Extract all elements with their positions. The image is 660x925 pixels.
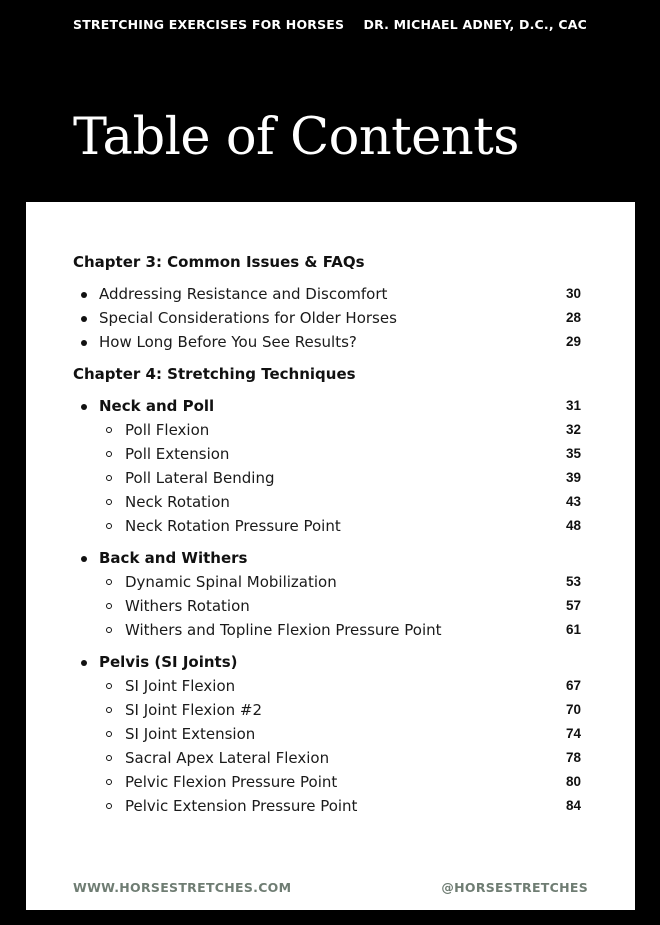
toc-section-label: Back and Withers [99, 549, 248, 567]
toc-entry[interactable] [73, 794, 581, 818]
bullet-icon [81, 292, 87, 298]
chapter-heading: Chapter 3: Common Issues & FAQs [73, 253, 365, 271]
toc-entry[interactable] [73, 490, 581, 514]
toc-card [26, 202, 635, 910]
toc-entry[interactable] [73, 746, 581, 770]
toc-entry[interactable] [73, 306, 581, 330]
website-link[interactable]: WWW.HORSESTRETCHES.COM [73, 880, 292, 895]
toc-entry-label: Withers and Topline Flexion Pressure Point [125, 621, 442, 639]
toc-entry-label: Sacral Apex Lateral Flexion [125, 749, 330, 767]
toc-entry[interactable] [73, 330, 581, 354]
circle-bullet-icon [106, 603, 112, 609]
circle-bullet-icon [106, 627, 112, 633]
toc-entry-label: How Long Before You See Results? [99, 333, 357, 351]
toc-entry-label: Pelvic Extension Pressure Point [125, 797, 358, 815]
toc-entry-label: Neck Rotation Pressure Point [125, 517, 341, 535]
toc-section[interactable] [73, 394, 581, 418]
toc-entry[interactable] [73, 514, 581, 538]
circle-bullet-icon [106, 579, 112, 585]
toc-entry[interactable] [73, 594, 581, 618]
circle-bullet-icon [106, 755, 112, 761]
circle-bullet-icon [106, 499, 112, 505]
toc-entry-label: Poll Lateral Bending [125, 469, 275, 487]
footer [73, 880, 588, 895]
social-handle[interactable]: @HORSESTRETCHES [441, 880, 588, 895]
author-name: DR. MICHAEL ADNEY, D.C., CAC [363, 17, 587, 32]
bullet-icon [81, 340, 87, 346]
circle-bullet-icon [106, 451, 112, 457]
toc-entry-label: Dynamic Spinal Mobilization [125, 573, 337, 591]
page-title: Table of Contents [73, 108, 519, 167]
page-number: 35 [565, 446, 581, 461]
toc-section[interactable] [73, 546, 581, 570]
page-number: 74 [565, 726, 581, 741]
toc-entry-label: Poll Flexion [125, 421, 210, 439]
page-number: 70 [565, 702, 581, 717]
toc-entry[interactable] [73, 570, 581, 594]
toc-entry[interactable] [73, 698, 581, 722]
toc-section-label: Neck and Poll [99, 397, 215, 415]
chapter-heading: Chapter 4: Stretching Techniques [73, 365, 356, 383]
toc-entry[interactable] [73, 466, 581, 490]
toc-entry-label: Poll Extension [125, 445, 230, 463]
circle-bullet-icon [106, 731, 112, 737]
page-number: 30 [565, 286, 581, 301]
toc-entry-label: Withers Rotation [125, 597, 250, 615]
page-number: 53 [565, 574, 581, 589]
page-number: 43 [565, 494, 581, 509]
circle-bullet-icon [106, 475, 112, 481]
toc-entry[interactable] [73, 618, 581, 642]
page-number: 29 [565, 334, 581, 349]
page-number: 78 [565, 750, 581, 765]
toc-entry-label: Pelvic Flexion Pressure Point [125, 773, 338, 791]
page-number: 48 [565, 518, 581, 533]
bullet-icon [81, 404, 87, 410]
toc-section-label: Pelvis (SI Joints) [99, 653, 238, 671]
toc-entry[interactable] [73, 722, 581, 746]
page-number: 31 [565, 398, 581, 413]
toc-entry[interactable] [73, 442, 581, 466]
page-number: 32 [565, 422, 581, 437]
toc-entry[interactable] [73, 282, 581, 306]
toc-entry[interactable] [73, 674, 581, 698]
circle-bullet-icon [106, 707, 112, 713]
toc-entry-label: SI Joint Flexion [125, 677, 236, 695]
circle-bullet-icon [106, 683, 112, 689]
bullet-icon [81, 556, 87, 562]
bullet-icon [81, 660, 87, 666]
bullet-icon [81, 316, 87, 322]
page-number: 61 [565, 622, 581, 637]
book-title: STRETCHING EXERCISES FOR HORSES [73, 17, 345, 32]
page-number: 28 [565, 310, 581, 325]
toc-entry-label: Special Considerations for Older Horses [99, 309, 397, 327]
toc-entry-label: Addressing Resistance and Discomfort [99, 285, 388, 303]
toc-entry-label: SI Joint Extension [125, 725, 256, 743]
header [73, 17, 587, 32]
toc-entry[interactable] [73, 770, 581, 794]
toc-list [73, 250, 581, 818]
toc-entry-label: Neck Rotation [125, 493, 230, 511]
circle-bullet-icon [106, 779, 112, 785]
page-number: 39 [565, 470, 581, 485]
toc-entry-label: SI Joint Flexion #2 [125, 701, 263, 719]
circle-bullet-icon [106, 523, 112, 529]
circle-bullet-icon [106, 803, 112, 809]
circle-bullet-icon [106, 427, 112, 433]
page-number: 84 [565, 798, 581, 813]
page-number: 57 [565, 598, 581, 613]
page-number: 67 [565, 678, 581, 693]
toc-entry[interactable] [73, 418, 581, 442]
page-number: 80 [565, 774, 581, 789]
toc-section[interactable] [73, 650, 581, 674]
